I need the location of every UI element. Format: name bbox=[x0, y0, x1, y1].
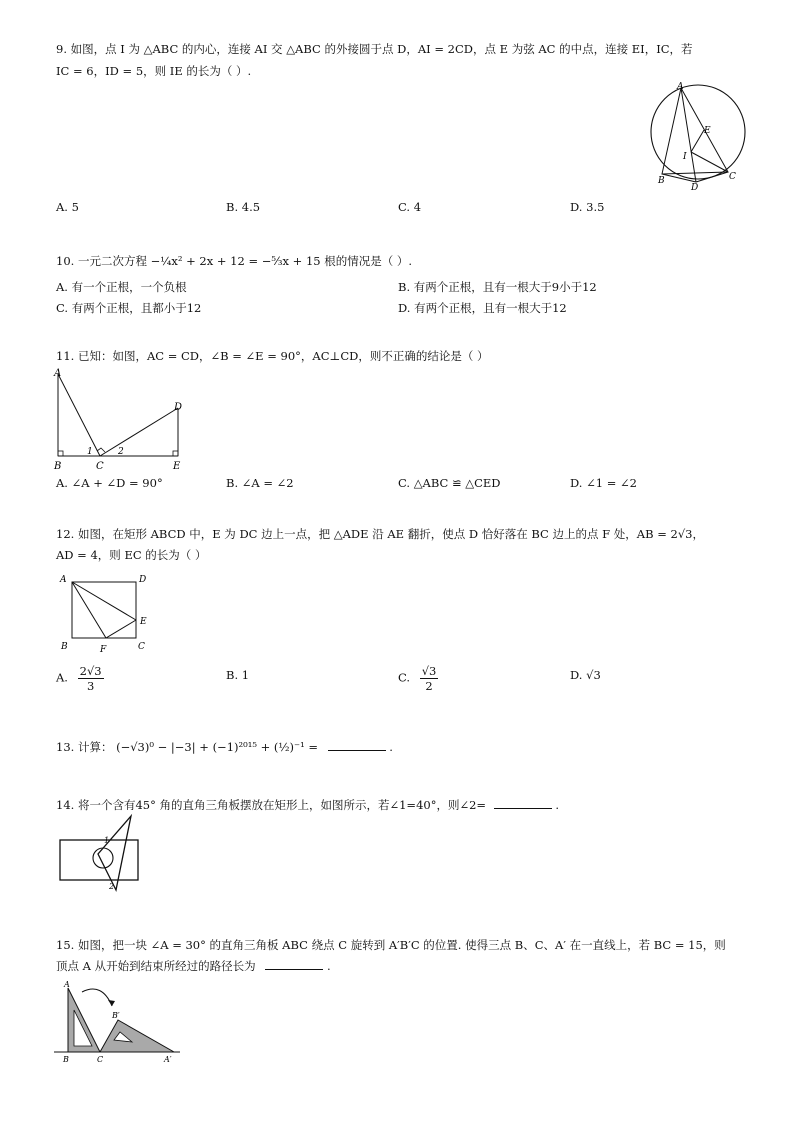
q11-fig-label-A: A bbox=[54, 368, 62, 379]
q11-option-c: C. △ABC ≌ △CED bbox=[398, 476, 501, 490]
q9-text-line1: 9. 如图，点 I 为 △ABC 的内心，连接 AI 交 △ABC 的外接圆于点 D，AI = 2CD，点 E 为弦 AC 的中点，连接 EI，IC，若 bbox=[56, 42, 693, 56]
q10-option-d: D. 有两个正根，且有一根大于12 bbox=[398, 301, 567, 315]
q10-option-a: A. 有一个正根，一个负根 bbox=[56, 280, 187, 294]
q12-fig-label-C: C bbox=[138, 642, 145, 652]
q12-option-c-denominator: 2 bbox=[425, 679, 433, 693]
q15-text-line1: 15. 如图，把一块 ∠A = 30° 的直角三角板 ABC 绕点 C 旋转到 A′B′C 的位置. 使得三点 B、C、A′ 在一直线上，若 BC = 15，则 bbox=[56, 938, 726, 952]
q14-answer-blank[interactable] bbox=[494, 796, 552, 809]
q11-figure-triangles bbox=[50, 366, 190, 474]
q12-fig-label-E: E bbox=[140, 617, 147, 627]
q12-option-b: B. 1 bbox=[226, 668, 250, 682]
q15-end: . bbox=[326, 959, 331, 973]
q12-fig-label-A: A bbox=[60, 575, 67, 585]
q11-option-b: B. ∠A = ∠2 bbox=[226, 476, 294, 490]
q12-option-a-label: A. bbox=[56, 670, 68, 685]
q13-expression: (−√3)⁰ − |−3| + (−1)²⁰¹⁵ + (½)⁻¹ = bbox=[116, 740, 318, 754]
q12-text-line1: 12. 如图，在矩形 ABCD 中，E 为 DC 边上一点，把 △ADE 沿 AE 翻折，使点 D 恰好落在 BC 边上的点 F 处，AB = 2√3， bbox=[56, 527, 704, 541]
q11-option-d: D. ∠1 = ∠2 bbox=[570, 476, 637, 490]
q12-option-c-numerator: √3 bbox=[421, 664, 437, 678]
q12-option-c-fraction bbox=[420, 664, 439, 693]
q10-text-line1: 10. 一元二次方程 −¼x² + 2x + 12 = −⁵⁄₃x + 15 根的情况是（ ）. bbox=[56, 254, 413, 268]
q11-fig-label-C: C bbox=[96, 461, 104, 472]
q15-fig-label-A-prime: A′ bbox=[164, 1055, 172, 1064]
q10-option-c: C. 有两个正根，且都小于12 bbox=[56, 301, 202, 315]
q14-text: 14. 将一个含有45° 角的直角三角板摆放在矩形上，如图所示，若∠1=40°，则∠2= bbox=[56, 798, 487, 812]
q12-option-c bbox=[398, 664, 438, 693]
q12-figure-rectangle bbox=[56, 570, 156, 656]
q14-figure-triangle-on-rectangle bbox=[56, 812, 146, 898]
q10-option-b: B. 有两个正根，且有一根大于9小于12 bbox=[398, 280, 597, 294]
q13-prefix: 13. 计算： bbox=[56, 740, 113, 754]
q15-figure-rotation bbox=[52, 978, 182, 1068]
q13-answer-blank[interactable] bbox=[328, 738, 386, 751]
q14-fig-label-2: 2 bbox=[109, 882, 115, 891]
q11-fig-label-2: 2 bbox=[118, 447, 124, 457]
q14-end: . bbox=[555, 798, 560, 812]
q12-text-line2: AD = 4，则 EC 的长为（ ） bbox=[56, 548, 207, 562]
q11-fig-label-1: 1 bbox=[87, 447, 93, 457]
q9-fig-label-B: B bbox=[658, 176, 665, 186]
q12-option-a-fraction bbox=[78, 664, 104, 693]
q9-option-d: D. 3.5 bbox=[570, 200, 605, 214]
q11-fig-label-B: B bbox=[54, 461, 62, 472]
q15-fig-label-A: A bbox=[64, 980, 70, 989]
q9-fig-label-E: E bbox=[704, 126, 711, 136]
q12-option-d: D. √3 bbox=[570, 668, 601, 682]
q12-fig-label-B: B bbox=[61, 642, 68, 652]
q15-answer-blank[interactable] bbox=[265, 957, 323, 970]
q15-fig-label-B: B bbox=[63, 1055, 69, 1064]
q9-text-line2: IC = 6，ID = 5，则 IE 的长为（ ）. bbox=[56, 64, 252, 78]
q9-fig-label-I: I bbox=[683, 152, 687, 162]
q12-option-c-label: C. bbox=[398, 670, 411, 685]
q9-figure-circle bbox=[646, 80, 756, 192]
q9-fig-label-C: C bbox=[729, 172, 736, 182]
q12-option-a bbox=[56, 664, 104, 693]
q15-text-line2 bbox=[56, 957, 331, 975]
q12-option-a-numerator: 2√3 bbox=[79, 664, 102, 678]
q15-text: 顶点 A 从开始到结束所经过的路径长为 bbox=[56, 959, 256, 973]
q12-option-a-denominator: 3 bbox=[86, 679, 95, 693]
q11-fig-label-D: D bbox=[174, 402, 183, 413]
q12-fig-label-F: F bbox=[100, 645, 107, 655]
q11-option-a: A. ∠A + ∠D = 90° bbox=[56, 476, 163, 490]
q12-fig-label-D: D bbox=[139, 575, 147, 585]
q11-text-line1: 11. 已知：如图，AC = CD，∠B = ∠E = 90°，AC⊥CD，则不正确的结论是（ ） bbox=[56, 349, 489, 363]
q9-fig-label-D: D bbox=[691, 183, 699, 192]
q11-fig-label-E: E bbox=[173, 461, 181, 472]
q9-option-c: C. 4 bbox=[398, 200, 422, 214]
q13-text-line bbox=[56, 738, 393, 756]
q9-option-b: B. 4.5 bbox=[226, 200, 261, 214]
q9-fig-label-A: A bbox=[677, 82, 684, 92]
q9-option-a: A. 5 bbox=[56, 200, 79, 214]
q13-end: . bbox=[389, 740, 393, 754]
q15-fig-label-B-prime: B′ bbox=[112, 1011, 120, 1020]
q15-fig-label-C: C bbox=[97, 1055, 104, 1064]
q14-fig-label-1: 1 bbox=[104, 836, 110, 845]
